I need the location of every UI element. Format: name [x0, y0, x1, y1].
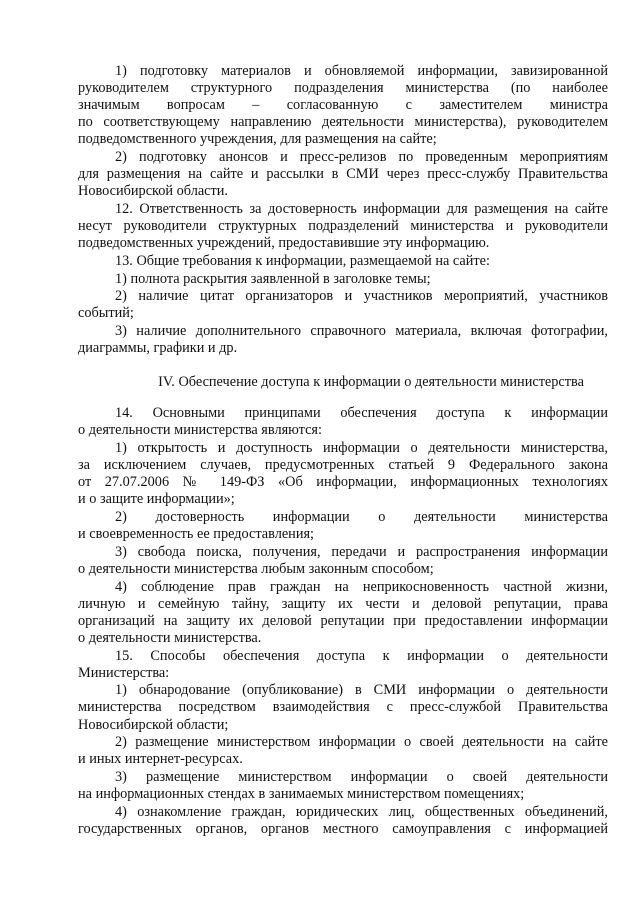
method-1-media-publication: [78, 682, 608, 733]
section-heading-iv: IV. Обеспечение доступа к информации о деятельности министерства: [158, 374, 584, 391]
principle-4-privacy-rights: [78, 579, 608, 647]
section-information-access: [78, 405, 608, 838]
text-line: министерства посредством взаимодействия с пресс-службой Правительства: [78, 699, 608, 716]
method-2-website-placement: [78, 734, 608, 768]
text-line: руководителем структурного подразделения министерства (по наиболее: [78, 80, 608, 97]
text-line: и своевременность ее предоставления;: [78, 526, 315, 543]
text-line: 2) подготовку анонсов и пресс-релизов по проведенным мероприятиям: [115, 149, 608, 166]
text-line: несут руководители структурных подразделений министерства и руководители: [78, 218, 608, 235]
text-line: о деятельности министерства.: [78, 629, 262, 646]
text-line: 1) подготовку материалов и обновляемой информации, завизированной: [115, 63, 608, 79]
text-line: 3) наличие дополнительного справочного материала, включая фотографии,: [115, 322, 608, 339]
text-line: 14. Основными принципами обеспечения доступа к информации: [115, 405, 608, 422]
text-line: 2) размещение министерством информации о своей деятельности на сайте: [115, 734, 608, 751]
text-line: 4) соблюдение прав граждан на неприкосновенность частной жизни,: [115, 578, 608, 595]
text-line: 13. Общие требования к информации, размещаемой на сайте:: [115, 252, 490, 269]
subitem-1-material-preparation: [78, 63, 608, 148]
method-4-familiarization: [78, 804, 608, 838]
text-line: личную и семейную тайну, защиту их чести и деловой репутации, права: [78, 595, 608, 612]
requirement-1-topic-coverage: [78, 271, 608, 288]
text-line: 1) полнота раскрытия заявленной в заголовке темы;: [115, 270, 431, 287]
text-line: 12. Ответственность за достоверность информации для размещения на сайте: [115, 200, 608, 217]
text-line: диаграммы, графики и др.: [78, 340, 238, 357]
text-line: за исключением случаев, предусмотренных статьей 9 Федерального закона: [78, 457, 608, 474]
subitem-2-press-releases: [78, 149, 608, 200]
text-line: подведомственных учреждений, предоставившие эту информацию.: [78, 235, 490, 252]
text-line: государственных органов, органов местного самоуправления с информацией: [78, 820, 608, 837]
clause-14-access-principles: [78, 405, 608, 439]
text-line: Новосибирской области;: [78, 716, 229, 733]
text-line: подведомственного учреждения, для размещения на сайте;: [78, 131, 437, 148]
requirement-2-quotes: [78, 288, 608, 322]
document-page: [78, 63, 608, 838]
text-line: Новосибирской области.: [78, 183, 229, 200]
text-line: о деятельности министерства любым законным способом;: [78, 560, 434, 577]
text-line: значимым вопросам – согласованную с заместителем министра: [78, 97, 608, 114]
text-line: 2) достоверность информации о деятельности министерства: [115, 509, 608, 525]
text-line: и иных интернет-ресурсах.: [78, 751, 243, 768]
principle-1-openness: [78, 440, 608, 508]
text-line: 3) размещение министерством информации о своей деятельности: [115, 768, 608, 785]
text-line: для размещения на сайте и рассылки в СМИ через пресс-службу Правительства: [78, 166, 608, 183]
method-3-information-stands: [78, 769, 608, 803]
clause-13-general-requirements: [78, 253, 608, 270]
text-line: 1) обнародование (опубликование) в СМИ информации о деятельности: [115, 682, 608, 699]
text-line: о деятельности министерства являются:: [78, 422, 322, 439]
text-line: Министерства:: [78, 664, 170, 681]
text-line: событий;: [78, 305, 134, 322]
text-line: и о защите информации»;: [78, 491, 235, 508]
text-line: на информационных стендах в занимаемых министерством помещениях;: [78, 786, 525, 803]
section-content-preparation: [78, 63, 608, 357]
clause-15-access-methods: [78, 648, 608, 682]
text-line: по соответствующему направлению деятельности министерства), руководителем: [78, 114, 608, 131]
text-line: организаций на защиту их деловой репутации при предоставлении информации: [78, 612, 608, 629]
principle-3-freedom-of-search: [78, 544, 608, 578]
text-line: 2) наличие цитат организаторов и участников мероприятий, участников: [115, 288, 608, 305]
text-line: 3) свобода поиска, получения, передачи и распространения информации: [115, 543, 608, 560]
text-line: 15. Способы обеспечения доступа к информации о деятельности: [115, 647, 608, 664]
clause-12-responsibility: [78, 201, 608, 252]
text-line: 1) открытость и доступность информации о деятельности министерства,: [115, 440, 608, 457]
principle-2-reliability: [78, 509, 608, 543]
text-line: 4) ознакомление граждан, юридических лиц, общественных объединений,: [115, 803, 608, 820]
requirement-3-reference-material: [78, 323, 608, 357]
text-line: от 27.07.2006 № 149-ФЗ «Об информации, информационных технологиях: [78, 474, 608, 491]
